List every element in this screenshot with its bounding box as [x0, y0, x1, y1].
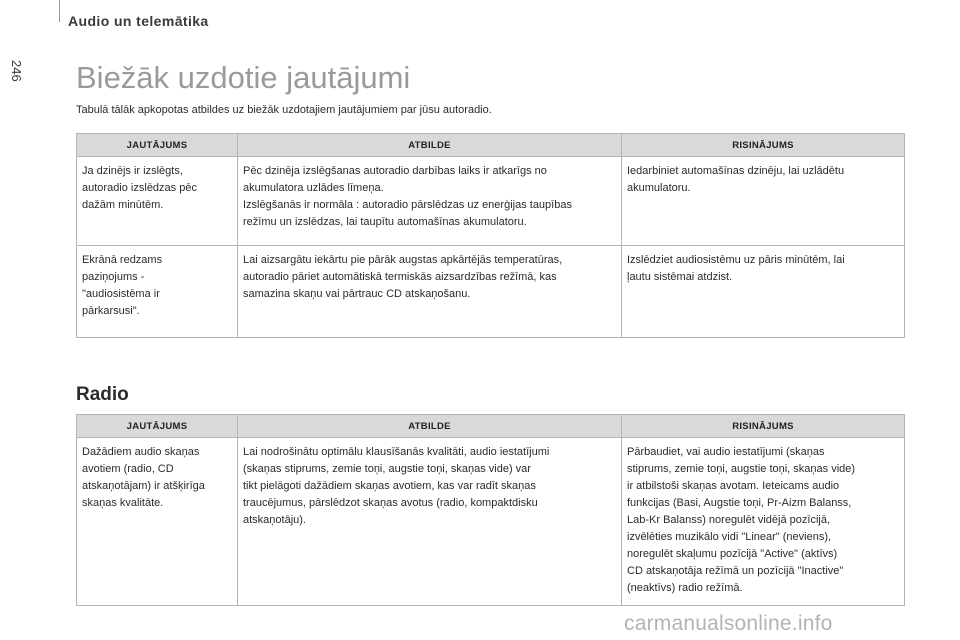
text-line: Dažādiem audio skaņas	[82, 446, 200, 458]
text-line: Ja dzinējs ir izslēgts,	[82, 165, 183, 177]
text-line: akumulatoru.	[627, 182, 691, 194]
answer-cell	[238, 438, 622, 606]
text-line: Ekrānā redzams	[82, 254, 163, 266]
text-line: Izslēgšanās ir normāla : autoradio pārslēdzas uz enerģijas taupības	[243, 199, 572, 211]
text-line: (skaņas stiprums, zemie toņi, augstie toņi, skaņas vide) var	[243, 463, 531, 475]
table-header-row	[77, 134, 905, 157]
text-line: samazina skaņu vai pārtrauc CD atskaņošanu.	[243, 288, 471, 300]
text-line: "audiosistēma ir	[82, 288, 160, 300]
question-cell	[77, 246, 238, 338]
text-line: Lab-Kr Balanss) noregulēt vidējā pozīcijā,	[627, 514, 831, 526]
text-line: Lai nodrošinātu optimālu klausīšanās kvalitāti, audio iestatījumi	[243, 446, 550, 458]
text-line: tikt pielāgoti dažādiem skaņas avotiem, kas var radīt skaņas	[243, 480, 536, 492]
text-line: noregulēt skaļumu pozīcijā "Active" (aktīvs)	[627, 548, 838, 560]
column-header-question: JAUTĀJUMS	[77, 134, 238, 157]
text-line: autoradio pāriet automātiskā termiskās aizsardzības režīmā, kas	[243, 271, 557, 283]
text-line: Lai aizsargātu iekārtu pie pārāk augstas apkārtējās temperatūras,	[243, 254, 563, 266]
intro-text: Tabulā tālāk apkopotas atbildes uz biežāk uzdotajiem jautājumiem par jūsu autoradio.	[76, 104, 492, 116]
text-line: avotiem (radio, CD	[82, 463, 174, 475]
text-line: Pārbaudiet, vai audio iestatījumi (skaņas	[627, 446, 825, 458]
text-line: izvēlēties muzikālo vidi "Linear" (neviens),	[627, 531, 832, 543]
text-line: (neaktīvs) radio režīmā.	[627, 582, 743, 594]
column-header-solution: RISINĀJUMS	[622, 415, 905, 438]
text-line: pārkarsusi".	[82, 305, 140, 317]
text-line: autoradio izslēdzas pēc	[82, 182, 197, 194]
text-line: stiprums, zemie toņi, augstie toņi, skaņas vide)	[627, 463, 856, 475]
question-cell	[77, 157, 238, 246]
radio-faq-table	[76, 414, 905, 606]
text-line: Pēc dzinēja izslēgšanas autoradio darbības laiks ir atkarīgs no	[243, 165, 547, 177]
page-number: 246	[9, 60, 24, 82]
section-title: Audio un telemātika	[68, 13, 209, 29]
radio-section-title: Radio	[76, 384, 129, 405]
text-line: akumulatora uzlādes līmeņa.	[243, 182, 384, 194]
text-line: traucējumus, pārslēdzot skaņas avotus (radio, kompaktdisku	[243, 497, 538, 509]
solution-cell	[622, 438, 905, 606]
text-line: atskaņotājam) ir atšķirīga	[82, 480, 205, 492]
solution-cell	[622, 246, 905, 338]
general-faq-table	[76, 133, 905, 338]
header-divider	[59, 0, 60, 22]
column-header-answer: ATBILDE	[238, 134, 622, 157]
table-row	[77, 157, 905, 246]
answer-cell	[238, 157, 622, 246]
column-header-answer: ATBILDE	[238, 415, 622, 438]
text-line: skaņas kvalitāte.	[82, 497, 164, 509]
text-line: ir atbilstoši skaņas avotam. Ieteicams audio	[627, 480, 840, 492]
solution-cell	[622, 157, 905, 246]
page-title: Biežāk uzdotie jautājumi	[76, 60, 411, 95]
column-header-solution: RISINĀJUMS	[622, 134, 905, 157]
question-cell	[77, 438, 238, 606]
text-line: ļautu sistēmai atdzist.	[627, 271, 733, 283]
text-line: atskaņotāju).	[243, 514, 306, 526]
text-line: CD atskaņotāja režīmā un pozīcijā "Inactive"	[627, 565, 844, 577]
text-line: dažām minūtēm.	[82, 199, 164, 211]
table-row	[77, 438, 905, 606]
table-row	[77, 246, 905, 338]
text-line: režīmu un izslēdzas, lai taupītu automašīnas akumulatoru.	[243, 216, 527, 228]
answer-cell	[238, 246, 622, 338]
watermark: carmanualsonline.info	[624, 612, 833, 635]
column-header-question: JAUTĀJUMS	[77, 415, 238, 438]
table-header-row	[77, 415, 905, 438]
text-line: Iedarbiniet automašīnas dzinēju, lai uzlādētu	[627, 165, 845, 177]
text-line: paziņojums -	[82, 271, 145, 283]
text-line: Izslēdziet audiosistēmu uz pāris minūtēm, lai	[627, 254, 845, 266]
text-line: funkcijas (Basi, Augstie toņi, Pr-Aizm Balanss,	[627, 497, 852, 509]
